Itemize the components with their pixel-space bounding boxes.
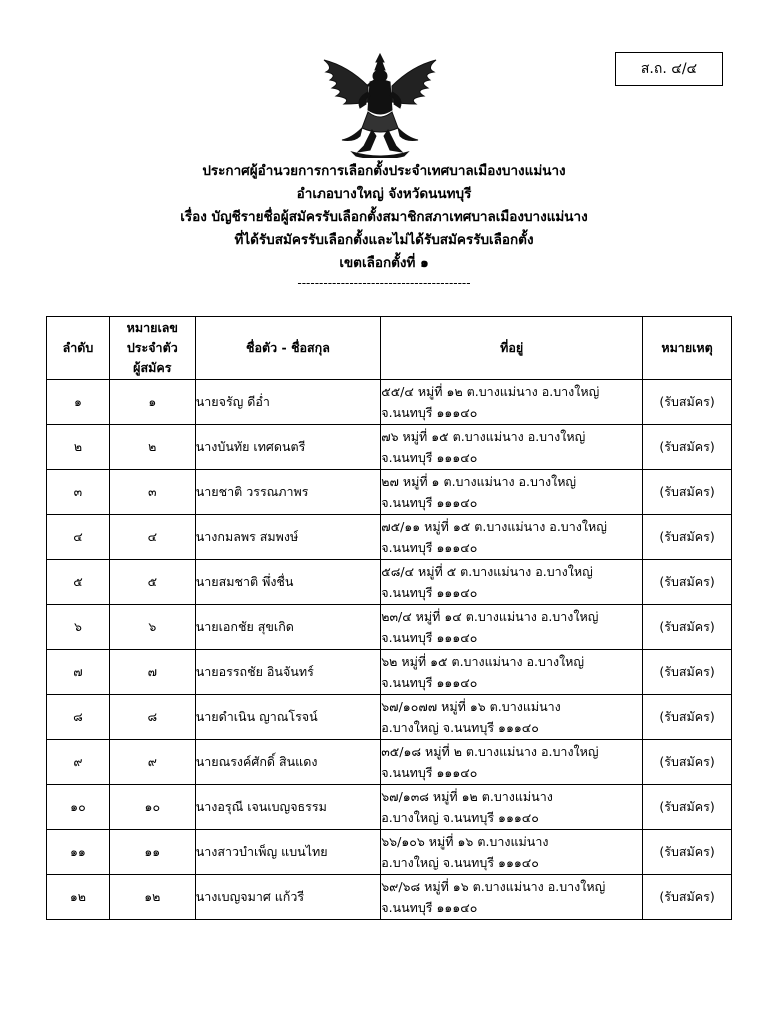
address-line: ๕๘/๔ หมู่ที่ ๕ ต.บางแม่นาง อ.บางใหญ่	[381, 564, 593, 579]
candidate-number: ๙	[109, 740, 195, 785]
candidate-status: (รับสมัคร)	[643, 560, 732, 605]
row-number: ๒	[47, 425, 110, 470]
candidate-status: (รับสมัคร)	[643, 605, 732, 650]
announcement-header	[0, 160, 768, 291]
address-line: ๖๙/๖๘ หมู่ที่ ๑๖ ต.บางแม่นาง อ.บางใหญ่	[381, 879, 606, 894]
header-district: อำเภอบางใหญ่ จังหวัดนนทบุรี	[296, 186, 472, 202]
address-line: ๒๗ หมู่ที่ ๑ ต.บางแม่นาง อ.บางใหญ่	[381, 474, 577, 489]
header-note: หมายเหตุ	[643, 317, 732, 380]
address-line: ๖๖/๑๐๖ หมู่ที่ ๑๖ ต.บางแม่นาง	[381, 834, 549, 849]
header-title: ประกาศผู้อำนวยการการเลือกตั้งประจำเทศบาลเมืองบางแม่นาง	[202, 163, 566, 179]
candidate-name: นายณรงค์ศักดิ์ สินแดง	[195, 740, 381, 785]
header-candidate-id-line: หมายเลข	[126, 320, 178, 335]
candidate-name: นางเบญจมาศ แก้วรี	[195, 875, 381, 920]
table-row	[47, 380, 732, 425]
address-line: อ.บางใหญ่ จ.นนทบุรี ๑๑๑๔๐	[381, 855, 539, 870]
address-line: ๕๕/๔ หมู่ที่ ๑๒ ต.บางแม่นาง อ.บางใหญ่	[381, 384, 600, 399]
row-number: ๙	[47, 740, 110, 785]
table-row	[47, 650, 732, 695]
candidate-name: นายจรัญ ดีอ่ำ	[195, 380, 381, 425]
address-line: ๒๓/๔ หมู่ที่ ๑๔ ต.บางแม่นาง อ.บางใหญ่	[381, 609, 599, 624]
table-row	[47, 875, 732, 920]
candidate-status: (รับสมัคร)	[643, 785, 732, 830]
header-candidate-id-line: ประจำตัว	[126, 340, 178, 355]
candidate-name: นางสาวบำเพ็ญ แบนไทย	[195, 830, 381, 875]
candidate-name: นายดำเนิน ญาณโรจน์	[195, 695, 381, 740]
header-constituency: เขตเลือกตั้งที่ ๑	[339, 255, 429, 271]
candidate-address	[381, 695, 643, 740]
candidate-address	[381, 785, 643, 830]
candidate-name: นายชาติ วรรณภาพร	[195, 470, 381, 515]
address-line: ๖๒ หมู่ที่ ๑๕ ต.บางแม่นาง อ.บางใหญ่	[381, 654, 585, 669]
candidate-number: ๔	[109, 515, 195, 560]
candidate-address	[381, 605, 643, 650]
candidate-address	[381, 560, 643, 605]
form-code: ส.ถ. ๔/๔	[640, 61, 698, 77]
candidate-number: ๑๒	[109, 875, 195, 920]
candidate-address	[381, 650, 643, 695]
header-subject: เรื่อง บัญชีรายชื่อผู้สมัครรับเลือกตั้งสมาชิกสภาเทศบาลเมืองบางแม่นาง	[180, 209, 588, 225]
table-row	[47, 740, 732, 785]
candidate-number: ๓	[109, 470, 195, 515]
candidate-name: นายเอกชัย สุขเกิด	[195, 605, 381, 650]
candidate-number: ๕	[109, 560, 195, 605]
address-line: จ.นนทบุรี ๑๑๑๔๐	[381, 495, 478, 510]
row-number: ๔	[47, 515, 110, 560]
table-row	[47, 695, 732, 740]
address-line: ๖๗/๑๓๘ หมู่ที่ ๑๒ ต.บางแม่นาง	[381, 789, 553, 804]
candidate-name: นางอรุณี เจนเบญจธรรม	[195, 785, 381, 830]
address-line: จ.นนทบุรี ๑๑๑๔๐	[381, 405, 478, 420]
candidate-number: ๒	[109, 425, 195, 470]
candidate-address	[381, 515, 643, 560]
candidate-address	[381, 740, 643, 785]
candidate-status: (รับสมัคร)	[643, 695, 732, 740]
candidate-number: ๘	[109, 695, 195, 740]
row-number: ๘	[47, 695, 110, 740]
table-row	[47, 515, 732, 560]
address-line: จ.นนทบุรี ๑๑๑๔๐	[381, 675, 478, 690]
form-code-box	[615, 52, 723, 86]
row-number: ๗	[47, 650, 110, 695]
header-candidate-id	[109, 317, 195, 380]
address-line: จ.นนทบุรี ๑๑๑๔๐	[381, 765, 478, 780]
candidate-address	[381, 830, 643, 875]
address-line: ๖๗/๑๐๗๗ หมู่ที่ ๑๖ ต.บางแม่นาง	[381, 699, 561, 714]
table-row	[47, 830, 732, 875]
row-number: ๑๑	[47, 830, 110, 875]
address-line: อ.บางใหญ่ จ.นนทบุรี ๑๑๑๔๐	[381, 810, 539, 825]
candidate-status: (รับสมัคร)	[643, 875, 732, 920]
candidate-address	[381, 875, 643, 920]
row-number: ๕	[47, 560, 110, 605]
address-line: จ.นนทบุรี ๑๑๑๔๐	[381, 630, 478, 645]
address-line: ๗๕/๑๑ หมู่ที่ ๑๕ ต.บางแม่นาง อ.บางใหญ่	[381, 519, 607, 534]
address-line: จ.นนทบุรี ๑๑๑๔๐	[381, 540, 478, 555]
candidate-address	[381, 425, 643, 470]
candidate-status: (รับสมัคร)	[643, 380, 732, 425]
header-candidate-id-line: ผู้สมัคร	[133, 360, 172, 375]
header-divider: ----------------------------------------	[297, 276, 471, 290]
candidate-status: (รับสมัคร)	[643, 470, 732, 515]
address-line: อ.บางใหญ่ จ.นนทบุรี ๑๑๑๔๐	[381, 720, 539, 735]
candidate-number: ๗	[109, 650, 195, 695]
table-row	[47, 785, 732, 830]
table-row	[47, 425, 732, 470]
candidate-name: นายสมชาติ พึ่งชื่น	[195, 560, 381, 605]
address-line: ๗๖ หมู่ที่ ๑๕ ต.บางแม่นาง อ.บางใหญ่	[381, 429, 586, 444]
header-name: ชื่อตัว - ชื่อสกุล	[195, 317, 381, 380]
candidate-number: ๑๑	[109, 830, 195, 875]
table-header-row	[47, 317, 732, 380]
candidate-address	[381, 470, 643, 515]
candidate-name: นางบันทัย เทศดนตรี	[195, 425, 381, 470]
candidate-status: (รับสมัคร)	[643, 830, 732, 875]
row-number: ๑๒	[47, 875, 110, 920]
row-number: ๓	[47, 470, 110, 515]
candidate-status: (รับสมัคร)	[643, 425, 732, 470]
candidate-status: (รับสมัคร)	[643, 740, 732, 785]
row-number: ๖	[47, 605, 110, 650]
row-number: ๑	[47, 380, 110, 425]
candidate-name: นายอรรถชัย อินจันทร์	[195, 650, 381, 695]
header-subject-cont: ที่ได้รับสมัครรับเลือกตั้งและไม่ได้รับสมัครรับเลือกตั้ง	[234, 232, 534, 248]
candidate-status: (รับสมัคร)	[643, 650, 732, 695]
candidate-table	[46, 316, 732, 920]
address-line: จ.นนทบุรี ๑๑๑๔๐	[381, 450, 478, 465]
table-row	[47, 560, 732, 605]
header-no: ลำดับ	[47, 317, 110, 380]
address-line: ๓๕/๑๘ หมู่ที่ ๒ ต.บางแม่นาง อ.บางใหญ่	[381, 744, 599, 759]
header-address: ที่อยู่	[381, 317, 643, 380]
candidate-number: ๑๐	[109, 785, 195, 830]
candidate-name: นางกมลพร สมพงษ์	[195, 515, 381, 560]
table-row	[47, 470, 732, 515]
candidate-number: ๑	[109, 380, 195, 425]
address-line: จ.นนทบุรี ๑๑๑๔๐	[381, 900, 478, 915]
garuda-emblem-icon	[312, 52, 448, 158]
candidate-number: ๖	[109, 605, 195, 650]
candidate-address	[381, 380, 643, 425]
table-row	[47, 605, 732, 650]
candidate-status: (รับสมัคร)	[643, 515, 732, 560]
row-number: ๑๐	[47, 785, 110, 830]
address-line: จ.นนทบุรี ๑๑๑๔๐	[381, 585, 478, 600]
